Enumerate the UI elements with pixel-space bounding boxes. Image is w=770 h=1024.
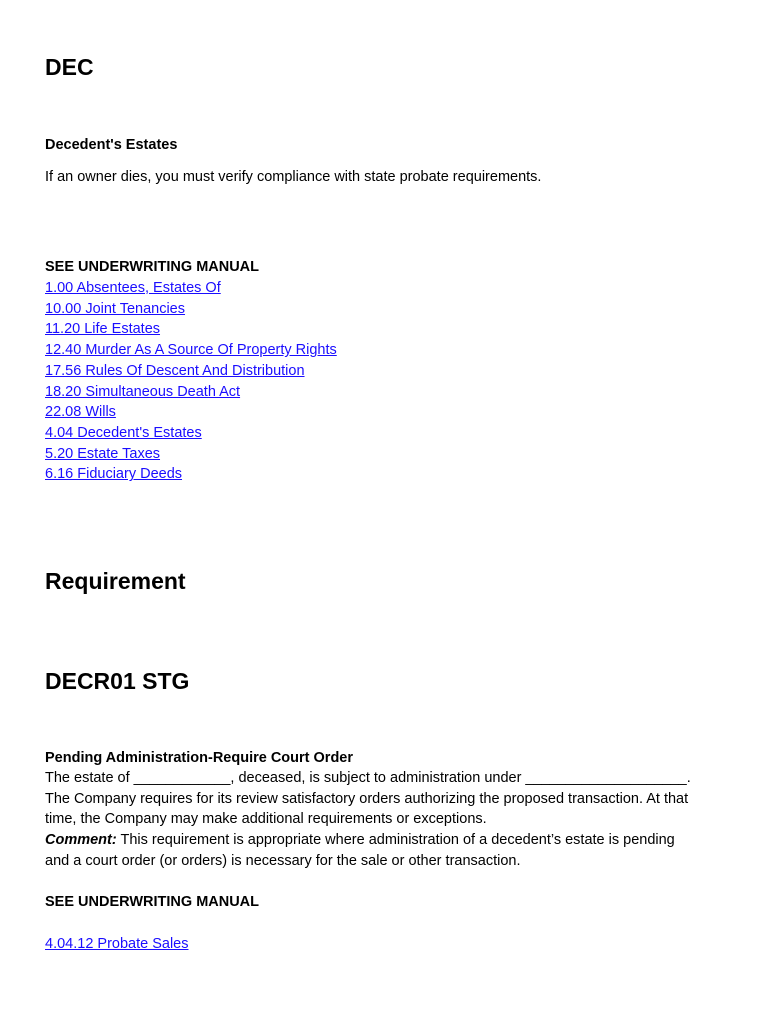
list-item [45,361,337,382]
manual-link[interactable]: 6.16 Fiduciary Deeds [45,466,183,483]
requirement-line: The Company requires for its review satisfactory orders authorizing the proposed transaction. At that [45,790,689,807]
see-manual-heading-2: SEE UNDERWRITING MANUAL [45,894,260,910]
manual-link[interactable]: 17.56 Rules Of Descent And Distribution [45,362,305,379]
list-item [45,423,337,444]
list-item [45,340,337,361]
manual-link[interactable]: 22.08 Wills [45,404,116,421]
requirement-subtitle: Pending Administration-Require Court Order [45,750,354,766]
manual-link[interactable]: 12.40 Murder As A Source Of Property Rights [45,342,337,359]
comment-label: Comment: [45,832,117,849]
section-subtitle: Decedent's Estates [45,137,178,153]
intro-text: If an owner dies, you must verify compliance with state probate requirements. [45,169,542,185]
list-item [45,319,337,340]
comment-text: This requirement is appropriate where administration of a decedent’s estate is pending [116,832,675,849]
manual-links-list [45,278,337,485]
list-item [45,444,337,465]
see-manual-heading: SEE UNDERWRITING MANUAL [45,259,260,275]
requirement-line: The estate of ____________, deceased, is subject to administration under ____________________. [45,770,691,786]
probate-link-wrapper [45,934,189,955]
requirement-line: time, the Company may make additional requirements or exceptions. [45,811,487,828]
manual-link[interactable]: 1.00 Absentees, Estates Of [45,280,221,296]
requirement-code: DECR01 STG [45,668,190,694]
comment-line [45,830,735,851]
probate-sales-link[interactable]: 4.04.12 Probate Sales [45,936,189,952]
manual-link[interactable]: 18.20 Simultaneous Death Act [45,383,241,400]
list-item [45,299,337,320]
list-item [45,464,337,485]
manual-link[interactable]: 10.00 Joint Tenancies [45,300,186,317]
manual-link[interactable]: 5.20 Estate Taxes [45,445,161,462]
comment-line-2: and a court order (or orders) is necessary for the sale or other transaction. [45,852,521,869]
manual-link[interactable]: 11.20 Life Estates [45,321,161,338]
section-title-dec: DEC [45,54,94,80]
requirement-body [45,768,735,872]
manual-link[interactable]: 4.04 Decedent's Estates [45,424,202,441]
list-item [45,402,337,423]
section-title-requirement: Requirement [45,568,186,594]
list-item [45,278,337,299]
list-item [45,382,337,403]
